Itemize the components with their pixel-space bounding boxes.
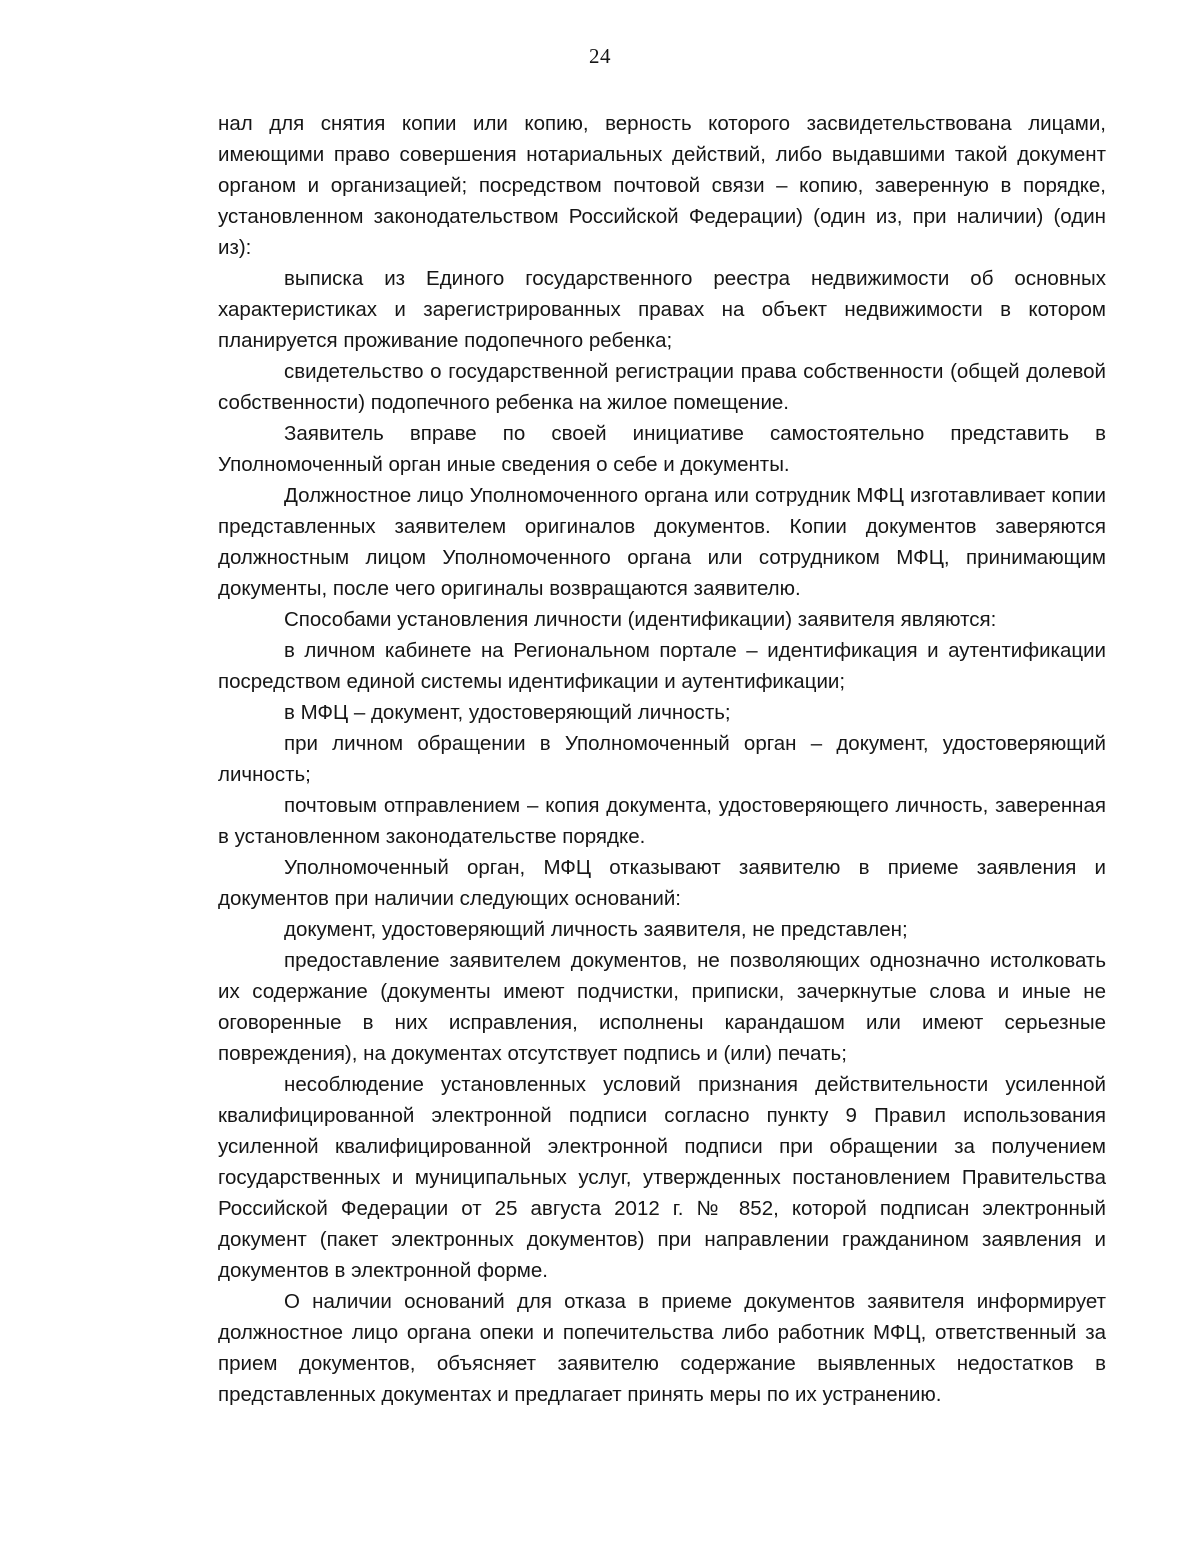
paragraph-applicant-right: Заявитель вправе по своей инициативе самостоятельно представить в Уполномоченный орган иные сведения о себе и документы. [218, 422, 1106, 476]
paragraph-postal: почтовым отправлением – копия документа, удостоверяющего личность, заверенная в установленном законодательстве порядке. [218, 794, 1106, 848]
paragraph-copies: Должностное лицо Уполномоченного органа или сотрудник МФЦ изготавливает копии представленных заявителем оригиналов документов. Копии документов заверяются должностным лицом Уполномоченного органа или сотрудником МФЦ, принимающим документы, после чего оригиналы возвращаются заявителю. [218, 484, 1106, 600]
paragraph-refusal-grounds: Уполномоченный орган, МФЦ отказывают заявителю в приеме заявления и документов при наличии следующих оснований: [218, 856, 1106, 910]
paragraph-no-id-document: документ, удостоверяющий личность заявителя, не представлен; [284, 918, 908, 941]
paragraph-ownership-certificate: свидетельство о государственной регистрации права собственности (общей долевой собственности) подопечного ребенка на жилое помещение. [218, 360, 1106, 414]
document-body [218, 108, 1106, 1410]
paragraph-personal-visit: при личном обращении в Уполномоченный орган – документ, удостоверяющий личность; [218, 732, 1106, 786]
page-number: 24 [589, 44, 611, 68]
paragraph-egrn-extract: выписка из Единого государственного реестра недвижимости об основных характеристиках и зарегистрированных правах на объект недвижимости в котором планируется проживание подопечного ребенка; [218, 267, 1106, 352]
paragraph-identification-methods: Способами установления личности (идентификации) заявителя являются: [284, 608, 997, 631]
paragraph-continuation: нал для снятия копии или копию, верность которого засвидетельствована лицами, имеющими право совершения нотариальных действий, либо выдавшими такой документ органом и организацией; посредством почтовой связи – копию, заверенную в порядке, установленном законодательством Российской Федерации) (один из, при наличии) (один из): [218, 112, 1106, 259]
paragraph-ambiguous-documents: предоставление заявителем документов, не позволяющих однозначно истолковать их содержание (документы имеют подчистки, приписки, зачеркнутые слова и иные не оговоренные в них исправления, исполнены карандашом или имеют серьезные повреждения), на документах отсутствует подпись и (или) печать; [218, 949, 1106, 1065]
paragraph-refusal-notice: О наличии оснований для отказа в приеме документов заявителя информирует должностное лицо органа опеки и попечительства либо работник МФЦ, ответственный за прием документов, объясняет заявителю содержание выявленных недостатков в представленных документах и предлагает принять меры по их устранению. [218, 1290, 1106, 1406]
paragraph-e-signature: несоблюдение установленных условий признания действительности усиленной квалифицированной электронной подписи согласно пункту 9 Правил использования усиленной квалифицированной электронной подписи при обращении за получением государственных и муниципальных услуг, утвержденных постановлением Правительства Российской Федерации от 25 августа 2012 г. № 852, которой подписан электронный документ (пакет электронных документов) при направлении гражданином заявления и документов в электронной форме. [218, 1073, 1106, 1282]
paragraph-mfc: в МФЦ – документ, удостоверяющий личность; [284, 701, 731, 724]
paragraph-regional-portal: в личном кабинете на Региональном портале – идентификация и аутентификации посредством единой системы идентификации и аутентификации; [218, 639, 1106, 693]
